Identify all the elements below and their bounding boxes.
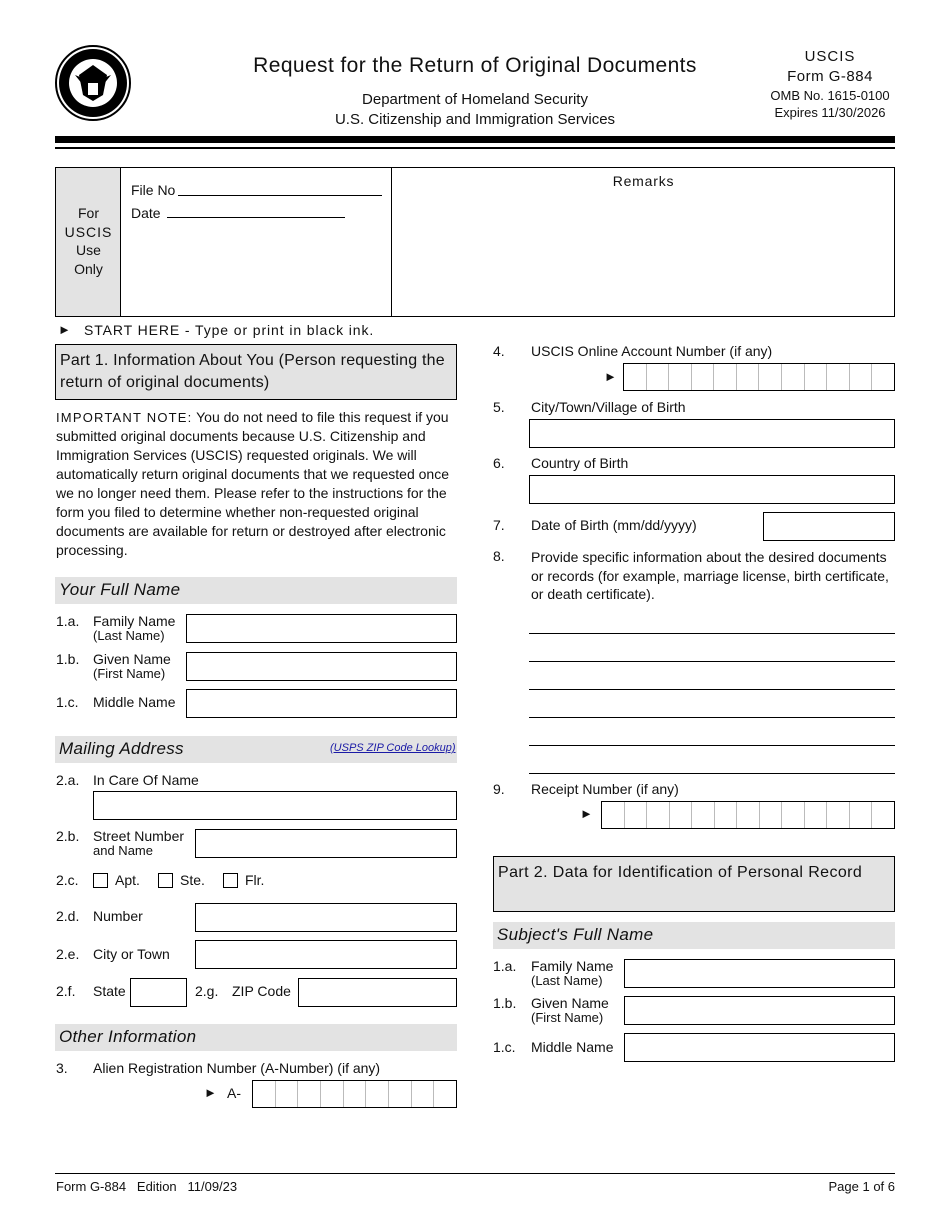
q5-label: City/Town/Village of Birth: [531, 399, 686, 415]
omb-number: OMB No. 1615-0100: [770, 88, 890, 103]
city-of-birth-input[interactable]: [529, 419, 895, 448]
header-rule-thin: [55, 147, 895, 149]
p2-q1a-num: 1.a.: [493, 958, 517, 974]
online-account-arrow-icon: ►: [604, 369, 617, 384]
a-number-input[interactable]: [252, 1080, 457, 1108]
q1a-label2: (Last Name): [93, 628, 165, 643]
receipt-number-input[interactable]: [601, 801, 895, 829]
p2-q1b-num: 1.b.: [493, 995, 517, 1011]
q2b-label1: Street Number: [93, 828, 185, 844]
part1-title: Part 1. Information About You (Person requesting the return of original documents): [60, 352, 445, 391]
q8-line-6[interactable]: [529, 773, 895, 774]
file-no-line: [178, 195, 382, 196]
ste-checkbox[interactable]: [158, 873, 173, 888]
p2-q1b-label2: (First Name): [531, 1010, 604, 1025]
q7-label: Date of Birth (mm/dd/yyyy): [531, 517, 697, 533]
q2f-num: 2.f.: [56, 983, 76, 999]
a-number-arrow-icon: ►: [204, 1085, 217, 1100]
q2c-num: 2.c.: [56, 872, 79, 888]
receipt-arrow-icon: ►: [580, 806, 593, 821]
q1b-label1: Given Name: [93, 651, 171, 667]
q2f-label: State: [93, 983, 126, 999]
form-title: Request for the Return of Original Documents: [253, 54, 697, 77]
q9-label: Receipt Number (if any): [531, 781, 679, 797]
uscis-divider: [391, 168, 392, 316]
q2a-label: In Care Of Name: [93, 772, 199, 788]
for-label: For: [78, 205, 99, 221]
uscis-label: USCIS: [804, 48, 856, 65]
p2-q1a-label2: (Last Name): [531, 973, 603, 988]
footer-rule: [55, 1173, 895, 1174]
note-text: You do not need to file this request if you submitted original documents because U.S. Citizenship and Immigration Services (USCIS) requested originals. We will automatically return original documents that we requested once we no longer need them. Please refer to the instructions for the form you filed to determine whether non-requested original documents are available for return or destroyed after electronic processing.: [56, 409, 449, 558]
only-label: Only: [74, 261, 103, 277]
q2g-num: 2.g.: [195, 983, 219, 999]
p2-q1c-num: 1.c.: [493, 1039, 516, 1055]
street-input[interactable]: [195, 829, 457, 858]
start-here: START HERE - Type or print in black ink.: [84, 322, 375, 338]
q7-num: 7.: [493, 517, 505, 533]
dept-name: Department of Homeland Security: [362, 91, 588, 108]
date-of-birth-input[interactable]: [763, 512, 895, 541]
city-input[interactable]: [195, 940, 457, 969]
form-number: Form G-884: [787, 68, 873, 85]
online-account-input[interactable]: [623, 363, 895, 391]
subject-middle-name-input[interactable]: [624, 1033, 895, 1062]
q3-label: Alien Registration Number (A-Number) (if any): [93, 1060, 381, 1076]
q1b-num: 1.b.: [56, 651, 80, 667]
a-number-prefix: A-: [227, 1085, 241, 1101]
flr-label: Flr.: [245, 872, 265, 888]
q2e-num: 2.e.: [56, 946, 80, 962]
date-line: [167, 217, 345, 218]
q1b-label2: (First Name): [93, 666, 166, 681]
q2d-num: 2.d.: [56, 908, 80, 924]
start-here-arrow: ►: [58, 322, 71, 337]
apt-checkbox[interactable]: [93, 873, 108, 888]
other-info-heading: Other Information: [59, 1027, 197, 1046]
uscis-use-box: [55, 167, 895, 317]
given-name-input[interactable]: [186, 652, 457, 681]
q3-num: 3.: [56, 1060, 68, 1076]
q1c-num: 1.c.: [56, 694, 79, 710]
q1a-label1: Family Name: [93, 613, 176, 629]
q2d-label: Number: [93, 908, 143, 924]
q2b-num: 2.b.: [56, 828, 80, 844]
flr-checkbox[interactable]: [223, 873, 238, 888]
date-label: Date: [131, 205, 161, 221]
family-name-input[interactable]: [186, 614, 457, 643]
q8-line-4[interactable]: [529, 717, 895, 718]
q8-line-3[interactable]: [529, 689, 895, 690]
remarks-label: Remarks: [612, 173, 675, 189]
q8-label: Provide specific information about the desired documents or records (for example, marriage license, birth certificate, or death certificate).: [531, 549, 889, 602]
mailing-address-heading: Mailing Address: [59, 739, 184, 758]
apt-label: Apt.: [115, 872, 140, 888]
in-care-of-input[interactable]: [93, 791, 457, 820]
part2-header: [493, 856, 895, 912]
q4-label: USCIS Online Account Number (if any): [531, 343, 773, 359]
q6-label: Country of Birth: [531, 455, 629, 471]
important-note: [56, 408, 458, 560]
part2-title: Part 2. Data for Identification of Personal Record: [498, 864, 863, 881]
country-of-birth-input[interactable]: [529, 475, 895, 504]
agency-name: U.S. Citizenship and Immigration Services: [334, 111, 616, 128]
q4-num: 4.: [493, 343, 505, 359]
header-rule-thick: [55, 136, 895, 143]
q8-line-5[interactable]: [529, 745, 895, 746]
subject-family-name-input[interactable]: [624, 959, 895, 988]
q8-line-1[interactable]: [529, 633, 895, 634]
footer-page: Page 1 of 6: [828, 1179, 895, 1194]
note-label: IMPORTANT NOTE:: [56, 410, 193, 425]
q1a-num: 1.a.: [56, 613, 80, 629]
state-input[interactable]: [130, 978, 187, 1007]
expiration-date: Expires 11/30/2026: [774, 105, 886, 120]
q8-line-2[interactable]: [529, 661, 895, 662]
subject-given-name-input[interactable]: [624, 996, 895, 1025]
file-no-label: File No: [131, 182, 176, 198]
uscis-label-small: USCIS: [64, 224, 113, 240]
ste-label: Ste.: [180, 872, 205, 888]
number-input[interactable]: [195, 903, 457, 932]
q2a-num: 2.a.: [56, 772, 80, 788]
q2e-label: City or Town: [93, 946, 170, 962]
zip-input[interactable]: [298, 978, 457, 1007]
p2-q1b-label1: Given Name: [531, 995, 609, 1011]
q1c-label: Middle Name: [93, 694, 176, 710]
q2b-label2: and Name: [93, 843, 153, 858]
zip-lookup-link[interactable]: (USPS ZIP Code Lookup): [330, 742, 456, 754]
subject-full-name-heading: Subject's Full Name: [497, 925, 654, 944]
use-label: Use: [76, 242, 101, 258]
part1-header: [55, 344, 457, 400]
your-full-name-heading: Your Full Name: [59, 580, 181, 599]
p2-q1c-label: Middle Name: [531, 1039, 614, 1055]
q8-num: 8.: [493, 548, 505, 564]
dhs-seal: [55, 45, 131, 121]
q2g-label: ZIP Code: [232, 983, 291, 999]
middle-name-input[interactable]: [186, 689, 457, 718]
q6-num: 6.: [493, 455, 505, 471]
q5-num: 5.: [493, 399, 505, 415]
q9-num: 9.: [493, 781, 505, 797]
footer-form-edition: Form G-884 Edition 11/09/23: [56, 1179, 238, 1194]
p2-q1a-label1: Family Name: [531, 958, 614, 974]
